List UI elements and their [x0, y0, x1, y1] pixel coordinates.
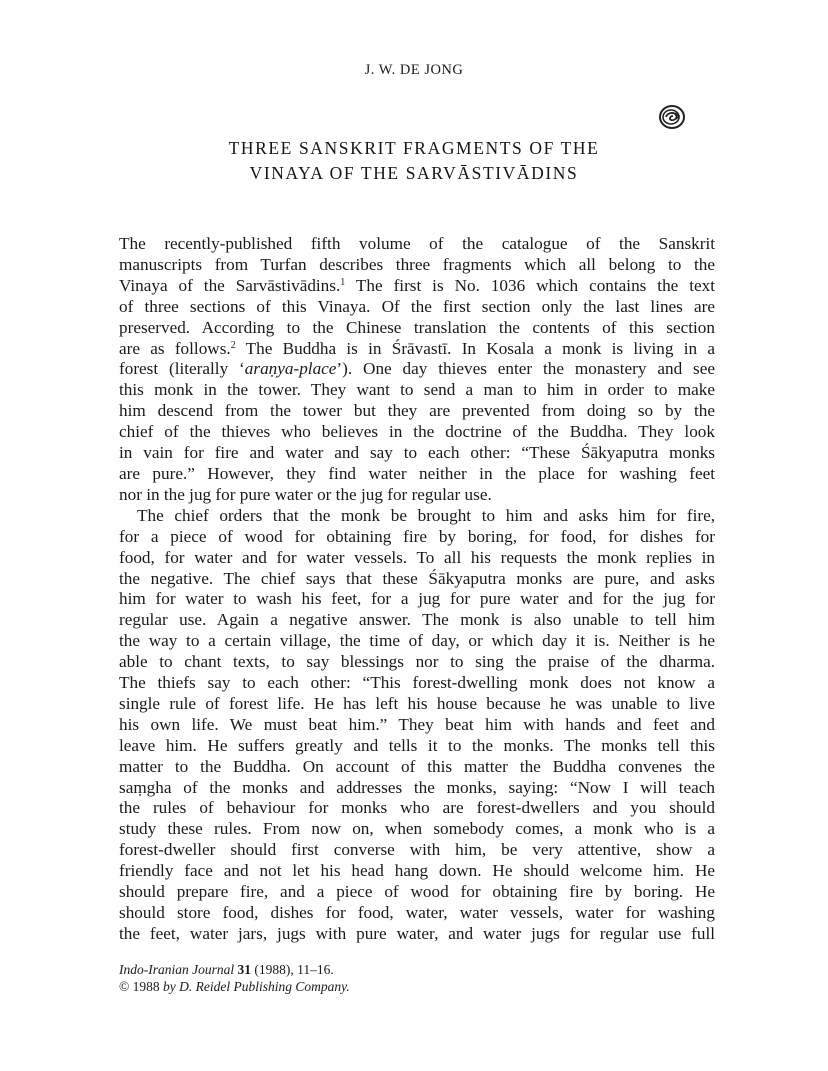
article-title — [0, 136, 828, 186]
text-line: nor in the jug for pure water or the jug for regular use. — [119, 484, 492, 504]
title-line-1: THREE SANSKRIT FRAGMENTS OF THE — [228, 138, 600, 158]
text-line: saṃgha of the monks and addresses the monks, saying: “Now I will teach — [119, 777, 715, 797]
paragraph-2 — [119, 506, 715, 945]
footnote-ref-2[interactable]: 2 — [230, 339, 236, 351]
publisher-emblem-icon — [658, 104, 686, 130]
text-line: the rules of behaviour for monks who are forest-dwellers and you should — [119, 798, 715, 818]
text-line: his own life. We must beat him.” They beat him with hands and feet and — [119, 714, 715, 734]
copyright-holder: by D. Reidel Publishing Company. — [163, 979, 350, 994]
text-line: the feet, water jars, jugs with pure water, and water jugs for regular use full — [119, 923, 715, 943]
text-line: matter to the Buddha. On account of this matter the Buddha convenes the — [119, 756, 715, 776]
text-line: him descend from the tower but they are prevented from doing so by the — [119, 401, 715, 421]
journal-year-pages: (1988), 11–16. — [251, 962, 334, 977]
paragraph-1 — [119, 234, 715, 506]
journal-volume: 31 — [237, 962, 251, 977]
text-line: for a piece of wood for obtaining fire by boring, for food, for dishes for — [119, 526, 715, 546]
text-line: friendly face and not let his head hang down. He should welcome him. He — [119, 861, 715, 881]
text-line: the negative. The chief says that these Śākyaputra monks are pure, and asks — [119, 568, 715, 588]
text-line: in vain for fire and water and say to each other: “These Śākyaputra monks — [119, 443, 715, 463]
text-line: preserved. According to the Chinese translation the contents of this section — [119, 317, 715, 337]
text-line: are pure.” However, they find water neither in the place for washing feet — [119, 463, 715, 483]
author-name: J. W. DE JONG — [364, 62, 464, 78]
text-line: Vinaya of the Sarvāstivādins.$^1$ The first is No. 1036 which contains the text — [119, 275, 715, 295]
text-line: should prepare fire, and a piece of wood for obtaining fire by boring. He — [119, 882, 715, 902]
text-line: The recently-published fifth volume of the catalogue of the Sanskrit — [119, 234, 715, 253]
copyright-line: © 1988 by D. Reidel Publishing Company. — [119, 979, 350, 994]
text-line: should store food, dishes for food, water, water vessels, water for washing — [119, 903, 715, 922]
text-line: The thiefs say to each other: “This forest-dwelling monk does not know a — [119, 673, 715, 693]
text-line: are as follows.$^2$ The Buddha is in Śrāvastī. In Kosala a monk is living in a — [119, 338, 715, 358]
title-line-2: VINAYA OF THE SARVĀSTIVĀDINS — [249, 163, 579, 183]
text-line: able to chant texts, to say blessings nor to sing the praise of the dharma. — [119, 652, 715, 672]
article-body — [119, 234, 715, 945]
journal-name: Indo-Iranian Journal — [119, 962, 235, 977]
text-line: single rule of forest life. He has left his house because he was unable to live — [119, 693, 715, 713]
text-line: him for water to wash his feet, for a jug for pure water and for the jug for — [119, 589, 715, 609]
text-line: the way to a certain village, the time of day, or which day it is. Neither is he — [119, 631, 715, 651]
text-line: forest-dweller should first converse with him, be very attentive, show a — [119, 840, 715, 860]
text-line: of three sections of this Vinaya. Of the first section only the last lines are — [119, 296, 715, 316]
footnote-ref-1[interactable]: 1 — [340, 276, 346, 288]
citation-footer — [119, 961, 350, 995]
text-line: chief of the thieves who believes in the doctrine of the Buddha. They look — [119, 422, 715, 442]
text-line: leave him. He suffers greatly and tells it to the monks. The monks tell this — [119, 735, 715, 755]
copyright-symbol: © — [119, 979, 130, 994]
text-line: this monk in the tower. They want to send a man to him in order to make — [119, 380, 715, 400]
text-line: regular use. Again a negative answer. The monk is also unable to tell him — [119, 610, 715, 630]
text-line: The chief orders that the monk be brought to him and asks him for fire, — [137, 505, 715, 525]
text-line: study these rules. From now on, when somebody comes, a monk who is a — [119, 819, 715, 839]
journal-citation — [119, 961, 350, 978]
text-line: forest (literally ‘araṇya-place’). One day thieves enter the monastery and see — [119, 359, 715, 379]
text-line: manuscripts from Turfan describes three fragments which all belong to the — [119, 254, 715, 274]
text-line: food, for water and for water vessels. To all his requests the monk replies in — [119, 547, 715, 567]
italic-term: araṇya-place — [244, 359, 337, 379]
